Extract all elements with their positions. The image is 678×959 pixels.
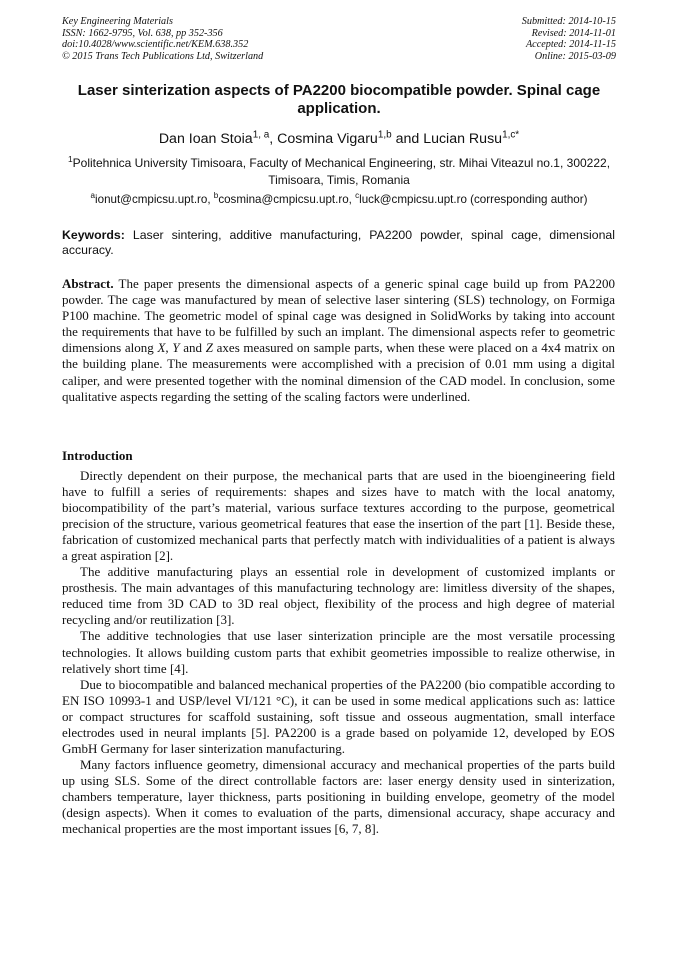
author-affil-mark: 1,b xyxy=(377,129,392,141)
email-mark: b xyxy=(213,191,219,201)
submitted-date: Submitted: 2014-10-15 xyxy=(521,16,616,27)
email-link[interactable]: cosmina@cmpicsu.upt.ro, xyxy=(218,193,356,206)
abstract-text: The paper presents the dimensional aspects of a generic spinal cage build up from PA2200 powder. The cage was manufactured by mean of selective laser sintering (SLS) technology, on Formiga P100 machine. The geometric model of spinal cage was designed in SolidWorks by taking into account the requirements that have to be fulfilled by such an implant. The dimensional aspects refer to geometric dimensions along xyxy=(62,276,615,356)
section-heading-introduction: Introduction xyxy=(62,448,133,463)
axis-y: Y xyxy=(172,340,180,356)
email-link[interactable]: ionut@cmpicsu.upt.ro, xyxy=(95,193,214,206)
abstract xyxy=(62,276,615,405)
keywords-label: Keywords: xyxy=(62,228,125,242)
doi: doi:10.4028/www.scientific.net/KEM.638.352 xyxy=(62,39,249,51)
keywords xyxy=(62,228,615,258)
axis-x: X xyxy=(157,340,166,356)
affiliation-text: Politehnica University Timisoara, Faculty of Mechanical Engineering, str. Mihai Viteazul no.1, 300222, Timisoara, Timis, Romania xyxy=(72,156,611,187)
journal-info xyxy=(62,16,263,62)
paper-title: Laser sinterization aspects of PA2200 biocompatible powder. Spinal cage application. xyxy=(77,82,601,117)
submission-dates xyxy=(522,16,616,62)
author-list xyxy=(62,131,616,147)
author-affil-mark: 1,c* xyxy=(502,129,520,141)
paragraph: The additive manufacturing plays an essential role in development of customized implants or prosthesis. The main advantages of this manufacturing technology are: limitless diversity of the shapes, reduced time from 3D CAD to 3D real object, flexibility of the process and high degree of material recycling and/or reutilization [3]. xyxy=(62,564,615,628)
author-affil-mark: 1, a xyxy=(252,129,270,141)
paragraph: Many factors influence geometry, dimensional accuracy and mechanical properties of the parts build up using SLS. Some of the direct controllable factors are: laser energy density used in sinterization, chambers temperature, layer thickness, parts positioning in building envelope, geometry of the model (design aspects). When it comes to evaluation of the parts, dimensional accuracy, shape accuracy and mechanical properties are the most important issues [6, 7, 8]. xyxy=(62,756,615,837)
introduction-body xyxy=(62,468,615,837)
axis-z: Z xyxy=(205,340,213,356)
abstract-label: Abstract. xyxy=(62,276,114,291)
abstract-text: and xyxy=(179,340,206,356)
author-separator: , xyxy=(269,131,278,147)
author-emails xyxy=(62,193,616,206)
keywords-text: Laser sintering, additive manufacturing, PA2200 powder, spinal cage, dimensional accuracy. xyxy=(62,228,615,257)
author-name: Lucian Rusu xyxy=(423,131,503,147)
author-name: Cosmina Vigaru xyxy=(277,131,378,147)
issn-volume-pages: ISSN: 1662-9795, Vol. 638, pp 352-356 xyxy=(62,27,223,39)
abstract-text: , xyxy=(165,340,173,356)
revised-date: Revised: 2014-11-01 xyxy=(531,27,616,39)
paragraph: Due to biocompatible and balanced mechanical properties of the PA2200 (bio compatible according to EN ISO 10993-1 and USP/level VI/121 °C), it can be used in some medical applications such as: lattice or compact structures for scaffold sustaining, soft tissue and osseous augmentation, small interface electrodes used in neural implants [5]. PA2200 is a grade based on polyamide 12, developed by EOS GmbH Germany for laser sinterization manufacturing. xyxy=(62,676,615,756)
abstract-text: axes measured on sample parts, when these were placed on a 4x4 matrix on the building plane. The measurements were accomplished with a precision of 0.01 mm using a digital caliper, and were presented together with the nominal dimension of the CAD model. In conclusion, some qualitative aspects regarding the setting of the scaling factors were underlined. xyxy=(62,340,615,404)
journal-name: Key Engineering Materials xyxy=(62,16,173,27)
email-mark: a xyxy=(90,191,96,201)
online-date: Online: 2015-03-09 xyxy=(534,50,616,62)
accepted-date: Accepted: 2014-11-15 xyxy=(525,39,616,51)
paragraph: The additive technologies that use laser sinterization principle are the most versatile processing technologies. It allows building custom parts that exhibit geometries impossible to realize otherwise, in relatively short time [4]. xyxy=(62,628,615,676)
paragraph: Directly dependent on their purpose, the mechanical parts that are used in the bioengineering field have to fulfill a series of requirements: shapes and sizes have to match with the local anatomy, biocompatibility of the part’s material, various surface textures according to the purpose, geometrical precision of the structure, various geometrical features that ease the insertion of the part [1]. Beside these, fabrication of customized mechanical parts that perfectly match with individualities of a patient is always a great aspiration [2]. xyxy=(62,468,615,564)
copyright: © 2015 Trans Tech Publications Ltd, Switzerland xyxy=(62,50,264,62)
affiliation-mark: 1 xyxy=(67,154,73,164)
affiliation xyxy=(62,155,616,188)
email-mark: c xyxy=(355,191,360,201)
author-separator: and xyxy=(391,131,424,147)
author-name: Dan Ioan Stoia xyxy=(158,131,253,147)
email-link[interactable]: luck@cmpicsu.upt.ro (corresponding author) xyxy=(359,193,588,206)
